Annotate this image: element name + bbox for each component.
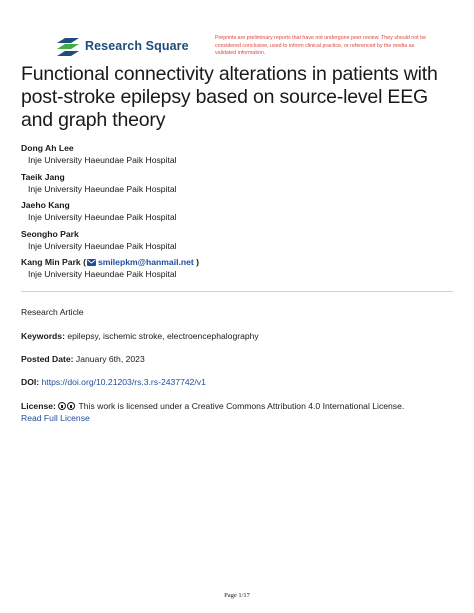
posted-date-line	[21, 353, 453, 365]
doi-line	[21, 376, 453, 388]
author-name: Kang Min Park	[21, 257, 81, 267]
author-affiliation: Inje University Haeundae Paik Hospital	[28, 155, 177, 165]
section-divider	[21, 291, 453, 292]
cc-icon	[58, 402, 66, 410]
doi-link[interactable]: https://doi.org/10.21203/rs.3.rs-2437742/v1	[41, 377, 206, 387]
read-full-license-link[interactable]: Read Full License	[21, 413, 90, 423]
author-name: Seongho Park	[21, 228, 79, 239]
license-text: This work is licensed under a Creative Commons Attribution 4.0 International License.	[78, 401, 405, 411]
author-affiliation: Inje University Haeundae Paik Hospital	[28, 212, 177, 222]
author-affiliation: Inje University Haeundae Paik Hospital	[28, 183, 177, 194]
by-icon	[67, 402, 75, 410]
envelope-icon	[87, 259, 96, 266]
license-label: License:	[21, 401, 56, 411]
author-affiliation: Inje University Haeundae Paik Hospital	[28, 269, 177, 279]
author-name: Jaeho Kang	[21, 200, 70, 210]
author-email-link[interactable]: smilepkm@hanmail.net	[97, 257, 194, 267]
author-name: Dong Ah Lee	[21, 143, 74, 153]
author-item	[21, 228, 451, 257]
doi-label: DOI:	[21, 377, 40, 387]
keywords-line	[21, 330, 453, 342]
keywords-value: epilepsy, ischemic stroke, electroencephalography	[67, 331, 259, 341]
research-square-logo-icon	[57, 38, 79, 56]
author-list	[21, 142, 451, 285]
page-number: Page 1/17	[224, 592, 250, 599]
keywords-label: Keywords:	[21, 331, 65, 341]
email-paren-close: )	[193, 257, 199, 267]
author-name: Taeik Jang	[21, 171, 65, 182]
author-item	[21, 256, 451, 285]
article-type: Research Article	[21, 307, 84, 317]
email-paren-open: (	[83, 257, 86, 267]
author-affiliation: Inje University Haeundae Paik Hospital	[28, 240, 177, 251]
author-item	[21, 171, 451, 200]
research-square-logo[interactable]	[57, 38, 187, 56]
corresponding-author	[21, 256, 451, 268]
header	[57, 36, 427, 58]
preprint-notice: Preprints are preliminary reports that have not undergone peer review. They should not be considered conclusive, used to inform clinical practice, or referenced by the media as validated information.	[215, 35, 427, 57]
posted-date-value: January 6th, 2023	[75, 354, 145, 364]
license-line	[21, 400, 453, 424]
brand-name: Research Square	[85, 39, 189, 53]
author-item	[21, 142, 451, 171]
posted-date-label: Posted Date:	[21, 354, 74, 364]
paper-title: Functional connectivity alterations in patients with post-stroke epilepsy based on source-level EEG and graph theory	[21, 63, 438, 131]
author-item	[21, 199, 451, 228]
